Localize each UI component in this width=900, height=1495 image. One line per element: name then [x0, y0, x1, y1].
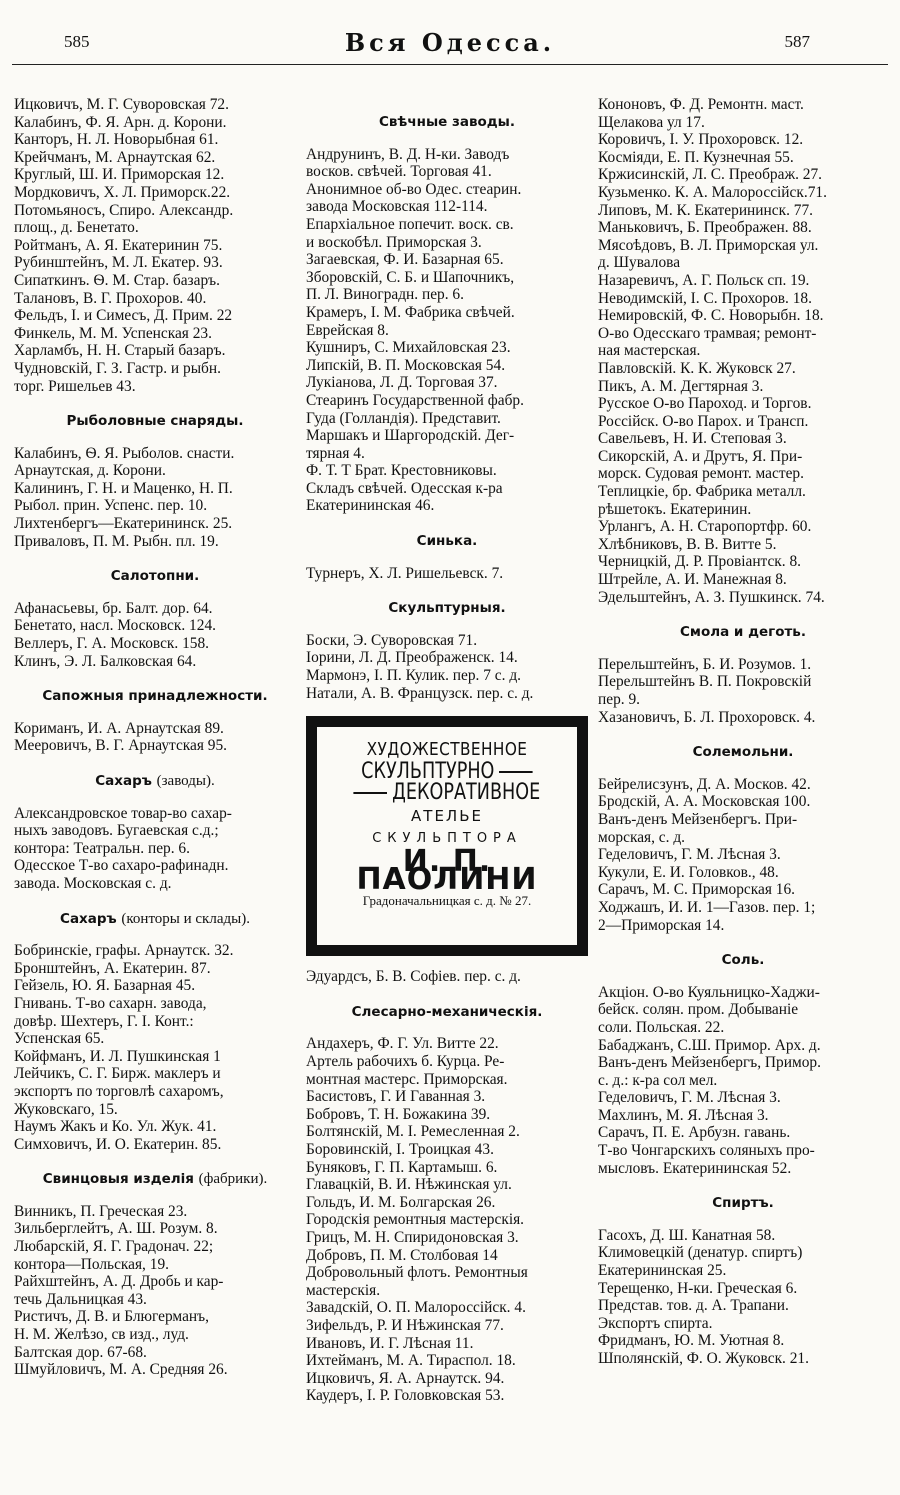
- section-heading: [598, 1195, 888, 1213]
- section-heading-text: Сахаръ: [60, 910, 117, 927]
- directory-line: Россійск. О-во Парох. и Трансп.: [598, 412, 809, 430]
- ad-line-3: [348, 780, 546, 806]
- directory-line: Главацкій, В. И. Нѣжинская ул.: [306, 1176, 512, 1194]
- directory-line: Хлѣбниковъ, В. В. Витте 5.: [598, 535, 777, 553]
- directory-line: Потомьяносъ, Спиро. Александр.: [14, 201, 234, 219]
- directory-line: Коровичъ, І. У. Прохоровск. 12.: [598, 131, 804, 149]
- directory-line: тярная 4.: [306, 444, 365, 462]
- section-heading-text: Рыболовные снаряды.: [66, 413, 244, 430]
- directory-line: Бабаджанъ, С.Ш. Примор. Арх. д.: [598, 1036, 821, 1054]
- directory-line: Рыбол. прин. Успенс. пер. 10.: [14, 497, 208, 515]
- directory-line: Ивановъ, И. Г. Лѣсная 11.: [306, 1334, 474, 1352]
- directory-line: Натали, А. В. Французск. пер. с. д.: [306, 684, 534, 702]
- directory-line: Хазановичъ, Б. Л. Прохоровск. 4.: [598, 708, 816, 726]
- directory-line: Боровинскій, І. Троицкая 43.: [306, 1140, 494, 1158]
- directory-line: морск. Судовая ремонт. мастер.: [598, 465, 804, 483]
- directory-line: Добровольный флотъ. Ремонтныя: [306, 1264, 528, 1282]
- directory-line: Анонимное об-во Одес. стеарин.: [306, 180, 522, 198]
- directory-line: течь Дальницкая 43.: [14, 1290, 147, 1308]
- section-heading-text: Свѣчные заводы.: [378, 114, 516, 130]
- directory-line: О-во Одесскаго трамвая; ремонт-: [598, 324, 817, 342]
- directory-line: Гнивань. Т-во сахарн. завода,: [14, 994, 207, 1012]
- directory-line: Каудеръ, І. Р. Головковская 53.: [306, 1387, 505, 1405]
- section-heading-text: Солемольни.: [692, 744, 794, 761]
- directory-line: Кушниръ, С. Михайловская 23.: [306, 339, 511, 357]
- directory-line: Зборовскій, С. Б. и Шапочникъ,: [306, 268, 515, 286]
- advertisement-inner: [317, 727, 577, 945]
- directory-line: Представ. тов. д. А. Трапани.: [598, 1297, 789, 1315]
- section-heading-text: Смола и деготь.: [680, 624, 806, 641]
- directory-line: Гейзель, Ю. Я. Базарная 45.: [14, 977, 196, 995]
- directory-line: Епархіальное попечит. воск. св.: [306, 215, 514, 233]
- directory-line: восков. свѣчей. Торговая 41.: [306, 163, 492, 181]
- directory-line: Загаевская, Ф. И. Базарная 65.: [306, 251, 504, 269]
- directory-line: Бронштейнъ, А. Екатерин. 87.: [14, 959, 211, 977]
- directory-line: Геделовичъ, Г. М. Лѣсная 3.: [598, 1089, 781, 1107]
- section-heading-text: Сапожныя принадлежности.: [42, 688, 268, 705]
- directory-line: Маршакъ и Шаргородскій. Дег-: [306, 427, 515, 445]
- directory-line: Калабинъ, Ф. Я. Арн. д. Корони.: [14, 113, 227, 131]
- ad-line-7: Градоначальницкая с. д. № 27.: [362, 893, 532, 909]
- directory-line: Калабинъ, Ѳ. Я. Рыболов. снасти.: [14, 444, 235, 462]
- directory-line: Андрунинъ, В. Д. Н-ки. Заводъ: [306, 145, 510, 163]
- directory-line: Балтская дор. 67-68.: [14, 1343, 147, 1361]
- section-heading-text: Соль.: [721, 952, 765, 969]
- section-heading-text: Сахаръ: [95, 773, 152, 789]
- directory-line: экспортъ по торговлѣ сахаромъ,: [14, 1082, 224, 1100]
- directory-line: Наумъ Жакъ и Ко. Ул. Жук. 41.: [14, 1118, 217, 1136]
- directory-line: Бобровъ, Т. Н. Божакина 39.: [306, 1105, 491, 1123]
- directory-line: Кориманъ, И. А. Арнаутская 89.: [14, 719, 224, 737]
- section-heading: [14, 413, 296, 431]
- section-heading: [598, 744, 888, 762]
- directory-line: Калининъ, Г. Н. и Маценко, Н. П.: [14, 479, 233, 497]
- directory-line: мысловъ. Екатерининская 52.: [598, 1159, 792, 1177]
- ad-rule-left: [354, 792, 388, 794]
- directory-line: Веллеръ, Г. А. Московск. 158.: [14, 635, 210, 653]
- directory-line: Бенетато, насл. Московск. 124.: [14, 617, 216, 635]
- directory-line: Сарачъ, М. С. Приморская 16.: [598, 881, 795, 899]
- directory-line: Немировскій, Ф. С. Новорыбн. 18.: [598, 307, 824, 325]
- directory-line: Боски, Э. Суворовская 71.: [306, 631, 478, 649]
- directory-line: ная мастерская.: [598, 342, 701, 360]
- directory-line: Добровъ, П. М. Столбовая 14: [306, 1246, 498, 1264]
- directory-line: Лейчикъ, С. Г. Бирж. маклеръ и: [14, 1065, 221, 1083]
- directory-line: Жуковскаго, 15.: [14, 1100, 118, 1118]
- directory-line: Эдуардсъ, Б. В. Софіев. пер. с. д.: [306, 968, 521, 986]
- directory-line: Эдельштейнъ, А. З. Пушкинск. 74.: [598, 588, 825, 606]
- column-2-top: [306, 114, 588, 702]
- directory-line: Койфманъ, И. Л. Пушкинская 1: [14, 1047, 221, 1065]
- directory-line: Фельдъ, І. и Симесъ, Д. Прим. 22: [14, 307, 233, 325]
- directory-line: Черницкій, Д. Р. Провіантск. 8.: [598, 553, 802, 571]
- directory-line: Одесское Т-во сахаро-рафинадн.: [14, 857, 229, 875]
- directory-line: соли. Польская. 22.: [598, 1018, 725, 1036]
- directory-line: Шмуйловичъ, М. А. Средняя 26.: [14, 1361, 228, 1379]
- directory-line: Мордковичъ, Х. Л. Приморск.22.: [14, 183, 231, 201]
- directory-line: Екатерининская 25.: [598, 1262, 727, 1280]
- ad-line-6: И. П. ПАОЛИНИ: [356, 844, 538, 897]
- directory-line: Урлангъ, А. Н. Старопортфр. 60.: [598, 518, 812, 536]
- directory-line: завода Московская 112-114.: [306, 198, 488, 216]
- advertisement: [306, 716, 588, 956]
- section-heading-note: (заводы).: [156, 773, 215, 789]
- directory-line: Круглый, Ш. И. Приморская 12.: [14, 166, 225, 184]
- section-heading-note: (фабрики).: [198, 1171, 268, 1188]
- directory-line: Зифельдъ, Р. И Нѣжинская 77.: [306, 1316, 504, 1334]
- section-heading: [306, 600, 588, 618]
- directory-line: Шполянскій, Ф. О. Жуковск. 21.: [598, 1350, 809, 1367]
- ad-rule-right: [499, 771, 533, 773]
- directory-line: Винникъ, П. Греческая 23.: [14, 1202, 188, 1220]
- section-heading-note: (конторы и склады).: [121, 910, 250, 927]
- directory-line: Райхштейнъ, А. Д. Дробь и кар-: [14, 1273, 224, 1291]
- column-2-bottom: [306, 968, 588, 1405]
- ad-line-2-text: СКУЛЬПТУРНО: [361, 758, 495, 784]
- directory-line: Мясоѣдовъ, В. Л. Приморская ул.: [598, 236, 819, 254]
- directory-line: Перельштейнъ В. П. Покровскій: [598, 673, 812, 691]
- directory-line: Русское О-во Пароход. и Торгов.: [598, 395, 812, 413]
- directory-line: Зильберглейтъ, А. Ш. Розум. 8.: [14, 1220, 218, 1238]
- directory-line: контора—Польская, 19.: [14, 1255, 169, 1273]
- section-heading: [306, 1004, 588, 1022]
- directory-line: Клинъ, Э. Л. Балковская 64.: [14, 652, 197, 670]
- section-heading-text: Спиртъ.: [712, 1195, 774, 1212]
- directory-line: Ройтманъ, А. Я. Екатеринин 75.: [14, 236, 223, 254]
- section-heading-text: Слесарно-механическія.: [351, 1003, 543, 1020]
- directory-line: Грицъ, М. Н. Спиридоновская 3.: [306, 1228, 519, 1246]
- directory-line: Стеаринъ Государственной фабр.: [306, 391, 524, 409]
- directory-line: торг. Ришельев 43.: [14, 377, 136, 395]
- section-heading: [598, 952, 888, 970]
- directory-line: Лихтенбергъ—Екатерининск. 25.: [14, 515, 233, 533]
- section-heading: [14, 773, 296, 791]
- directory-line: Ицковичъ, Я. А. Арнаутск. 94.: [306, 1369, 505, 1387]
- directory-line: Болтянскій, М. І. Ремесленная 2.: [306, 1123, 520, 1141]
- directory-line: Екатерининская 46.: [306, 497, 435, 515]
- section-heading-text: Свинцовыя изделія: [42, 1171, 194, 1188]
- directory-line: Мармонэ, І. П. Кулик. пер. 7 с. д.: [306, 667, 522, 685]
- directory-line: Ванъ-денъ Мейзенбергъ. При-: [598, 810, 798, 828]
- page-title: Вся Одесса.: [344, 28, 556, 57]
- directory-line: д. Шувалова: [598, 254, 681, 272]
- section-heading: [14, 568, 296, 586]
- directory-line: Арнаутская, д. Корони.: [14, 462, 166, 480]
- directory-line: Перельштейнъ, Б. И. Розумов. 1.: [598, 655, 812, 673]
- directory-line: П. Л. Виноградн. пер. 6.: [306, 286, 464, 304]
- directory-line: Ихтейманъ, М. А. Тираспол. 18.: [306, 1352, 516, 1370]
- section-heading-text: Скульптурныя.: [388, 600, 506, 617]
- directory-line: Бродскій, А. А. Московская 100.: [598, 793, 811, 811]
- directory-line: Финкель, М. М. Успенская 23.: [14, 324, 212, 342]
- directory-line: Сипаткинъ. Ѳ. М. Стар. базаръ.: [14, 271, 220, 289]
- directory-line: бейск. солян. пром. Добываніе: [598, 1001, 799, 1019]
- page-number-left: 585: [64, 32, 90, 51]
- directory-line: Городскія ремонтныя мастерскія.: [306, 1211, 525, 1229]
- directory-line: Неводимскій, І. С. Прохоров. 18.: [598, 289, 812, 307]
- ad-line-2: [348, 758, 546, 784]
- directory-line: рѣшетокъ. Екатеринин.: [598, 500, 752, 518]
- directory-line: Кржисинскій, Л. С. Преображ. 27.: [598, 166, 823, 184]
- directory-line: Басистовъ, Г. И Гаванная 3.: [306, 1088, 486, 1106]
- directory-line: Кукули, Е. И. Головков., 48.: [598, 863, 779, 881]
- directory-line: Успенская 65.: [14, 1030, 105, 1048]
- column-3: [598, 96, 888, 1368]
- directory-line: Т-во Чонгарскихъ соляныхъ про-: [598, 1142, 815, 1160]
- directory-line: Турнеръ, Х. Л. Ришельевск. 7.: [306, 564, 504, 582]
- directory-line: Пикъ, А. М. Дегтярная 3.: [598, 377, 764, 395]
- directory-line: Махлинъ, М. Я. Лѣсная 3.: [598, 1106, 769, 1124]
- directory-line: Сикорскій, А. и Друтъ, Я. При-: [598, 447, 803, 465]
- directory-line: Ходжашъ, И. И. 1—Газов. пер. 1;: [598, 898, 816, 916]
- column-1: [14, 96, 296, 1379]
- directory-line: площ., д. Бенетато.: [14, 219, 139, 237]
- section-heading-text: Синька.: [416, 533, 478, 550]
- directory-line: Косміяди, Е. П. Кузнечная 55.: [598, 148, 794, 166]
- directory-line: Александровское товар-во сахар-: [14, 804, 232, 822]
- directory-line: Терещенко, Н-ки. Греческая 6.: [598, 1279, 798, 1297]
- directory-line: Рубинштейнъ, М. Л. Екатер. 93.: [14, 254, 223, 272]
- directory-line: Теплицкіе, бр. Фабрика металл.: [598, 483, 806, 501]
- directory-line: Канторъ, Н. Л. Новорыбная 61.: [14, 131, 219, 149]
- directory-line: Харламбъ, Н. Н. Старый базаръ.: [14, 342, 226, 360]
- directory-line: Ицковичъ, М. Г. Суворовская 72.: [14, 96, 229, 113]
- directory-line: Павловскій. К. К. Жуковск 27.: [598, 359, 796, 377]
- directory-line: Назаревичъ, А. Г. Польск сп. 19.: [598, 271, 810, 289]
- directory-line: 2—Приморская 14.: [598, 916, 725, 934]
- directory-line: Бейрелисзунъ, Д. А. Москов. 42.: [598, 775, 811, 793]
- directory-line: Мееровичъ, В. Г. Арнаутская 95.: [14, 737, 228, 755]
- directory-line: Еврейская 8.: [306, 321, 389, 339]
- ad-line-5: СКУЛЬПТОРА: [372, 830, 522, 846]
- directory-line: Лукіанова, Л. Д. Торговая 37.: [306, 374, 498, 392]
- section-heading: [306, 533, 588, 551]
- header-rule: [12, 64, 888, 65]
- section-heading: [14, 1171, 296, 1189]
- directory-line: Фридманъ, Ю. М. Уютная 8.: [598, 1332, 785, 1350]
- directory-line: Крамеръ, І. М. Фабрика свѣчей.: [306, 303, 515, 321]
- directory-line: Штрейле, А. И. Манежная 8.: [598, 571, 787, 589]
- directory-line: ныхъ заводовъ. Бугаевская с.д.;: [14, 822, 219, 840]
- directory-line: Завадскій, О. П. Малороссійск. 4.: [306, 1299, 526, 1317]
- directory-line: Ванъ-денъ Мейзенбергъ, Примор.: [598, 1054, 821, 1072]
- section-heading: [598, 624, 888, 642]
- page-number-right: 587: [784, 32, 810, 51]
- section-heading-text: Салотопни.: [110, 568, 200, 585]
- directory-line: Климовецкій (денатур. спиртъ): [598, 1244, 803, 1262]
- directory-line: Кононовъ, Ф. Д. Ремонтн. маст.: [598, 96, 804, 113]
- directory-line: морская, с. д.: [598, 828, 686, 846]
- directory-line: Ристичъ, Д. В. и Блюгерманъ,: [14, 1308, 209, 1326]
- section-heading: [306, 114, 588, 132]
- directory-line: Буняковъ, Г. П. Картамыш. 6.: [306, 1158, 498, 1176]
- directory-line: довѣр. Шехтеръ, Г. І. Конт.:: [14, 1012, 194, 1030]
- directory-line: Акціон. О-во Куяльницко-Хаджи-: [598, 983, 820, 1001]
- directory-line: Андахеръ, Ф. Г. Ул. Витте 22.: [306, 1035, 499, 1053]
- column-2: [306, 96, 588, 1405]
- section-heading: [14, 911, 296, 929]
- directory-line: Маньковичъ, Б. Преображен. 88.: [598, 219, 812, 237]
- ad-line-3-text: ДЕКОРАТИВНОЕ: [392, 780, 541, 806]
- directory-line: Липскій, В. П. Московская 54.: [306, 356, 506, 374]
- ad-line-4: АТЕЛЬЕ: [411, 807, 483, 825]
- directory-line: Любарскій, Я. Г. Градонач. 22;: [14, 1238, 214, 1256]
- directory-line: с. д.: к-ра сол мел.: [598, 1071, 718, 1089]
- directory-line: Приваловъ, П. М. Рыбн. пл. 19.: [14, 532, 219, 550]
- directory-line: контора: Театральн. пер. 6.: [14, 839, 190, 857]
- directory-line: Кузьменко. К. А. Малороссійск.71.: [598, 183, 827, 201]
- directory-line: монтная мастерс. Приморская.: [306, 1070, 508, 1088]
- directory-line: мастерскія.: [306, 1281, 381, 1299]
- directory-line: Артель рабочихъ б. Курца. Ре-: [306, 1053, 505, 1070]
- directory-line: Гасохъ, Д. Ш. Канатная 58.: [598, 1226, 776, 1244]
- directory-line: Ф. Т. Т Брат. Крестовниковы.: [306, 462, 497, 480]
- directory-line: Н. М. Желѣзо, св изд., луд.: [14, 1326, 189, 1344]
- page-header: [0, 28, 900, 62]
- directory-line: Гуда (Голландія). Представит.: [306, 409, 501, 427]
- directory-line: Геделовичъ, Г. М. Лѣсная 3.: [598, 846, 781, 864]
- directory-line: Афанасьевы, бр. Балт. дор. 64.: [14, 599, 213, 617]
- section-heading: [14, 688, 296, 706]
- directory-line: Гольдъ, И. М. Болгарская 26.: [306, 1193, 496, 1211]
- directory-line: Липовъ, М. К. Екатерининск. 77.: [598, 201, 814, 219]
- directory-line: пер. 9.: [598, 691, 641, 708]
- directory-line: Савельевъ, Н. И. Степовая 3.: [598, 430, 787, 448]
- directory-line: Талановъ, В. Г. Прохоров. 40.: [14, 289, 207, 307]
- directory-line: Складъ свѣчей. Одесская к-ра: [306, 479, 503, 497]
- directory-line: Щелакова ул 17.: [598, 113, 705, 131]
- directory-line: Крейчманъ, М. Арнаутская 62.: [14, 148, 216, 166]
- directory-line: Бобринскіе, графы. Арнаутск. 32.: [14, 942, 234, 960]
- directory-line: Чудновскій, Г. З. Гастр. и рыбн.: [14, 359, 221, 377]
- directory-line: и воскобѣл. Приморская 3.: [306, 233, 482, 251]
- directory-line: Іорини, Л. Д. Преображенск. 14.: [306, 649, 518, 667]
- directory-line: Экспортъ спирта.: [598, 1314, 713, 1332]
- directory-line: Симховичъ, И. О. Екатерин. 85.: [14, 1135, 222, 1153]
- directory-line: Сарачъ, П. Е. Арбузн. гавань.: [598, 1124, 791, 1142]
- ad-line-1: ХУДОЖЕСТВЕННОЕ: [366, 739, 528, 761]
- directory-line: завода. Московская с. д.: [14, 874, 172, 892]
